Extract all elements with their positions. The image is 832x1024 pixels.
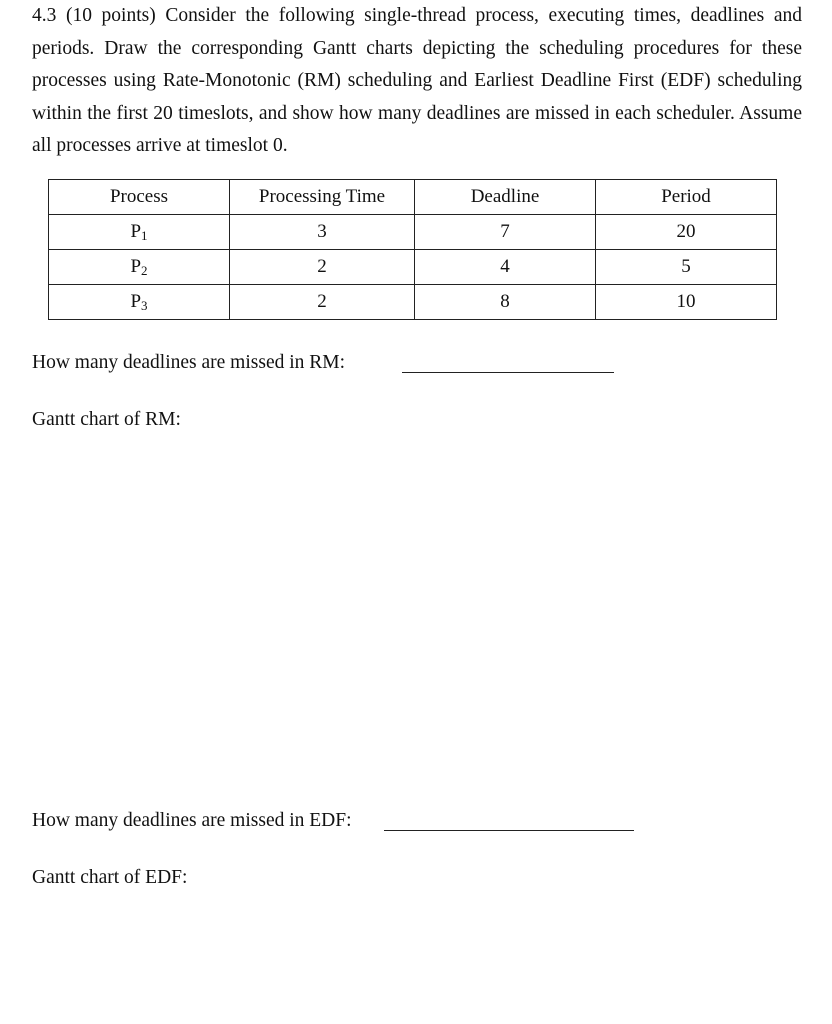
table-row [49, 285, 777, 320]
header-processing-time: Processing Time [230, 180, 415, 215]
process-name: P [130, 290, 142, 312]
process-subscript: 1 [141, 227, 148, 243]
rm-answer-line[interactable] [402, 372, 614, 373]
deadline-cell: 8 [415, 285, 596, 320]
process-cell [49, 285, 230, 320]
process-table [48, 179, 777, 320]
process-name: P [130, 255, 142, 277]
period-cell: 20 [596, 215, 777, 250]
table-row [49, 250, 777, 285]
edf-gantt-area[interactable] [32, 898, 802, 1018]
rm-missed-label: How many deadlines are missed in RM: [32, 352, 346, 373]
processing-time-cell: 2 [230, 250, 415, 285]
rm-gantt-area[interactable] [32, 440, 802, 800]
question-body: (10 points) Consider the following single-thread process, executing times, deadlines and periods. Draw the corresponding Gantt charts depicting the scheduling procedures for these processes using Rate-Monotonic (RM) scheduling and Earliest Deadline First (EDF) scheduling within the first 20 timeslots, and show how many deadlines are missed in each scheduler. Assume all processes arrive at timeslot 0. [32, 5, 802, 156]
header-deadline: Deadline [415, 180, 596, 215]
process-cell [49, 250, 230, 285]
rm-gantt-label: Gantt chart of RM: [32, 409, 181, 430]
process-name: P [130, 220, 142, 242]
deadline-cell: 7 [415, 215, 596, 250]
header-period: Period [596, 180, 777, 215]
table-row [49, 215, 777, 250]
process-subscript: 3 [141, 297, 148, 313]
header-process: Process [49, 180, 230, 215]
edf-missed-label: How many deadlines are missed in EDF: [32, 810, 352, 831]
deadline-cell: 4 [415, 250, 596, 285]
edf-answer-line[interactable] [384, 830, 634, 831]
processing-time-cell: 3 [230, 215, 415, 250]
processing-time-cell: 2 [230, 285, 415, 320]
question-text [32, 0, 802, 163]
process-subscript: 2 [141, 262, 148, 278]
table-header-row [49, 180, 777, 215]
process-cell [49, 215, 230, 250]
question-number: 4.3 [32, 5, 57, 26]
period-cell: 5 [596, 250, 777, 285]
period-cell: 10 [596, 285, 777, 320]
edf-gantt-label: Gantt chart of EDF: [32, 867, 188, 888]
